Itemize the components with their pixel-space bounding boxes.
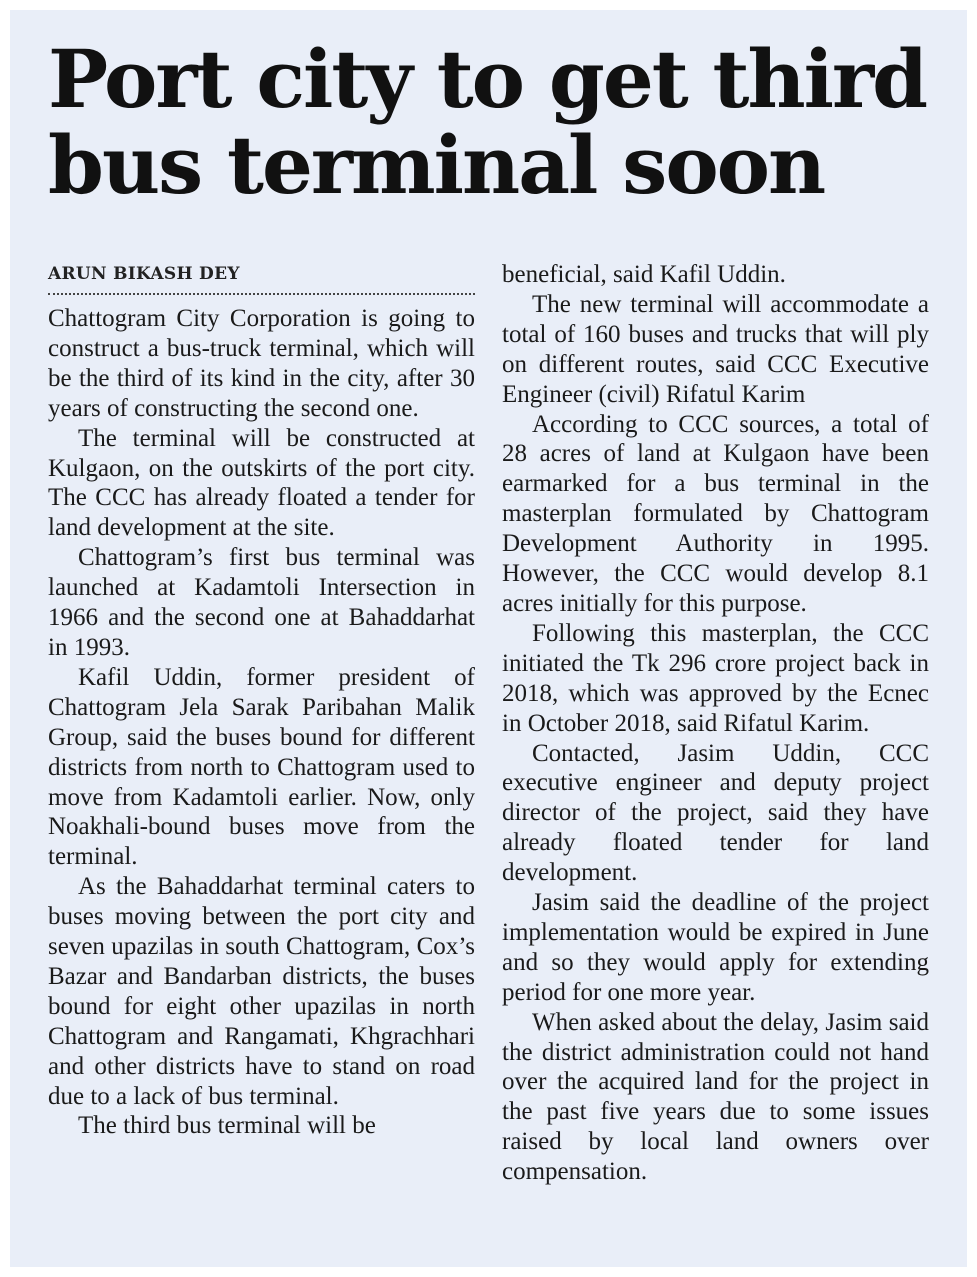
byline-divider [48, 293, 475, 295]
paragraph: Following this masterplan, the CCC initiated the Tk 296 crore project back in 2018, which was approved by the Ecnec in October 2018, said Rifatul Karim. [502, 619, 929, 737]
left-column [48, 260, 475, 1141]
paragraph: According to CCC sources, a total of 28 acres of land at Kulgaon have been earmarked for a bus terminal in the masterplan formulated by Chattogram Development Authority in 1995. However, the CCC would develop 8.1 acres initially for this purpose. [502, 410, 929, 617]
paragraph: Jasim said the deadline of the project implementation would be expired in June and so they would apply for extending period for one more year. [502, 889, 929, 1006]
paragraph: As the Bahaddarhat terminal caters to buses moving between the port city and seven upazilas in south Chattogram, Cox’s Bazar and Bandarban districts, the buses bound for eight other upazilas in north Chattogram and Rangamati, Khgrachhari and other districts have to stand on road due to a lack of bus terminal. [48, 873, 475, 1110]
paragraph: The third bus terminal will be [78, 1112, 376, 1140]
paragraph: When asked about the delay, Jasim said the district administration could not hand over the acquired land for the project in the past five years due to some issues raised by local land owners over compensation. [502, 1008, 929, 1186]
right-column [502, 260, 929, 1187]
paragraph: Chattogram’s first bus terminal was launched at Kadamtoli Intersection in 1966 and the second one at Bahaddarhat in 1993. [48, 544, 475, 661]
byline: ARUN BIKASH DEY [48, 264, 240, 284]
headline: Port city to get third bus terminal soon [48, 32, 927, 212]
newspaper-clipping [10, 10, 967, 1267]
paragraph: Kafil Uddin, former president of Chattogram Jela Sarak Paribahan Malik Group, said the buses bound for different districts from north to Chattogram used to move from Kadamtoli earlier. Now, only Noakhali-bound buses move from the terminal. [48, 663, 475, 871]
paragraph: The new terminal will accommodate a total of 160 buses and trucks that will ply on different routes, said CCC Executive Engineer (civil) Rifatul Karim [502, 290, 929, 408]
paragraph: Chattogram City Corporation is going to construct a bus-truck terminal, which will be the third of its kind in the city, after 30 years of constructing the second one. [48, 305, 475, 422]
paragraph-continued: beneficial, said Kafil Uddin. [502, 261, 786, 288]
paragraph: Contacted, Jasim Uddin, CCC executive engineer and deputy project director of the project, said they have already floated tender for land development. [502, 739, 929, 887]
paragraph: The terminal will be constructed at Kulgaon, on the outskirts of the port city. The CCC has already floated a tender for land development at the site. [48, 424, 475, 542]
